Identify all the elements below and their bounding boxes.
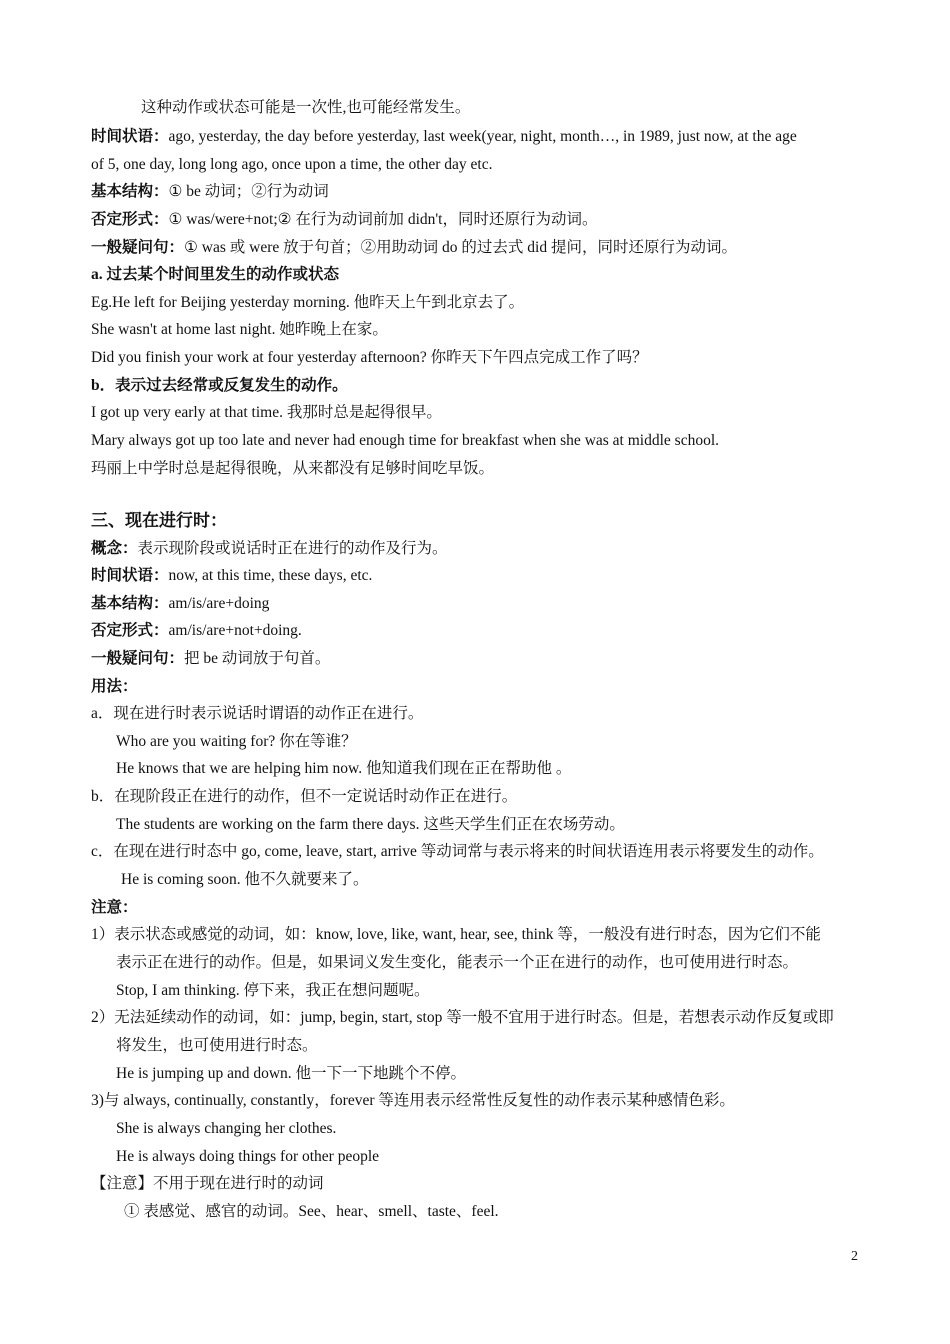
line-text: 把 be 动词放于句首。 — [184, 650, 331, 667]
line-label: 基本结构： — [91, 183, 169, 200]
note-heading: 【注意】不用于现在进行时的动词 — [91, 1175, 324, 1192]
text-line: a．现在进行时表示说话时谓语的动作正在进行。 — [91, 705, 424, 722]
text-line: b．在现阶段正在进行的动作，但不一定说话时动作正在进行。 — [91, 788, 518, 805]
line-label: 概念： — [91, 540, 138, 557]
line-text: ① be 动词；②行为动词 — [168, 183, 329, 200]
text-line: 表示正在进行的动作。但是，如果词义发生变化，能表示一个正在进行的动作，也可使用进行时态。 — [116, 954, 799, 971]
line-text: am/is/are+not+doing. — [168, 622, 302, 639]
text-line: Eg.He left for Beijing yesterday morning. 他昨天上午到北京去了。 — [91, 294, 525, 311]
text-line: of 5, one day, long long ago, once upon a time, the other day etc. — [91, 156, 493, 173]
example-line: He is jumping up and down. 他一下一下地跳个不停。 — [116, 1065, 467, 1082]
subheading: 用法： — [91, 678, 138, 695]
text-line — [91, 566, 870, 586]
example-line: The students are working on the farm there days. 这些天学生们正在农场劳动。 — [116, 816, 625, 833]
text-line: I got up very early at that time. 我那时总是起得很早。 — [91, 404, 442, 421]
example-line: He knows that we are helping him now. 他知道我们现在正在帮助他 。 — [116, 760, 572, 777]
example-line: He is always doing things for other people — [116, 1148, 380, 1165]
text-line — [91, 621, 870, 641]
text-line: 2）无法延续动作的动词，如：jump, begin, start, stop 等一般不宜用于进行时态。但是，若想表示动作反复或即 — [91, 1009, 834, 1026]
example-line: She is always changing her clothes. — [116, 1120, 337, 1137]
line-label: 否定形式： — [91, 622, 169, 639]
text-line — [91, 238, 870, 258]
example-line: He is coming soon. 他不久就要来了。 — [121, 871, 369, 888]
text-line — [91, 649, 870, 669]
text-line — [91, 127, 870, 147]
section-heading: 三、现在进行时： — [91, 511, 227, 530]
example-line: Stop, I am thinking. 停下来，我正在想问题呢。 — [116, 982, 430, 999]
line-text: ① was 或 were 放于句首；②用助动词 do 的过去式 did 提问，同时还原行为动词。 — [184, 239, 737, 256]
line-label: 否定形式： — [91, 211, 169, 228]
text-line: c．在现在进行时态中 go, come, leave, start, arrive 等动词常与表示将来的时间状语连用表示将要发生的动作。 — [91, 843, 824, 860]
text-line — [91, 594, 870, 614]
text-line: 将发生，也可使用进行时态。 — [116, 1037, 318, 1054]
text-line: Did you finish your work at four yesterday afternoon? 你昨天下午四点完成工作了吗？ — [91, 349, 648, 366]
line-label: 一般疑问句： — [91, 239, 185, 256]
text-line — [91, 210, 870, 230]
page-number: 2 — [851, 1249, 858, 1264]
text-line: She wasn't at home last night. 她昨晚上在家。 — [91, 321, 388, 338]
subheading: b．表示过去经常或反复发生的动作。 — [91, 377, 348, 394]
subheading: 注意： — [91, 899, 138, 916]
text-line: Mary always got up too late and never had enough time for breakfast when she was at middle school. — [91, 432, 719, 449]
example-line: Who are you waiting for? 你在等谁？ — [116, 733, 357, 750]
line-label: 时间状语： — [91, 567, 169, 584]
line-label: 时间状语： — [91, 128, 169, 145]
line-text: ① was/were+not;② 在行为动词前加 didn't，同时还原行为动词。 — [168, 211, 598, 228]
text-line: 1）表示状态或感觉的动词，如：know, love, like, want, hear, see, think 等，一般没有进行时态，因为它们不能 — [91, 926, 821, 943]
text-line: 3)与 always, continually, constantly，forever 等连用表示经常性反复性的动作表示某种感情色彩。 — [91, 1092, 735, 1109]
text-line: 这种动作或状态可能是一次性,也可能经常发生。 — [141, 99, 471, 116]
line-text: 表示现阶段或说话时正在进行的动作及行为。 — [137, 540, 448, 557]
line-label: 基本结构： — [91, 595, 169, 612]
line-text: now, at this time, these days, etc. — [168, 567, 373, 584]
text-line — [91, 539, 870, 559]
text-line: 玛丽上中学时总是起得很晚，从来都没有足够时间吃早饭。 — [91, 460, 495, 477]
line-text: am/is/are+doing — [168, 595, 270, 612]
text-line — [91, 182, 870, 202]
subheading: a. 过去某个时间里发生的动作或状态 — [91, 266, 340, 283]
line-text: ago, yesterday, the day before yesterday, last week(year, night, month…, in 1989, just now, at the age — [168, 128, 797, 145]
text-line: ① 表感觉、感官的动词。See、hear、smell、taste、feel. — [124, 1203, 499, 1220]
line-label: 一般疑问句： — [91, 650, 185, 667]
